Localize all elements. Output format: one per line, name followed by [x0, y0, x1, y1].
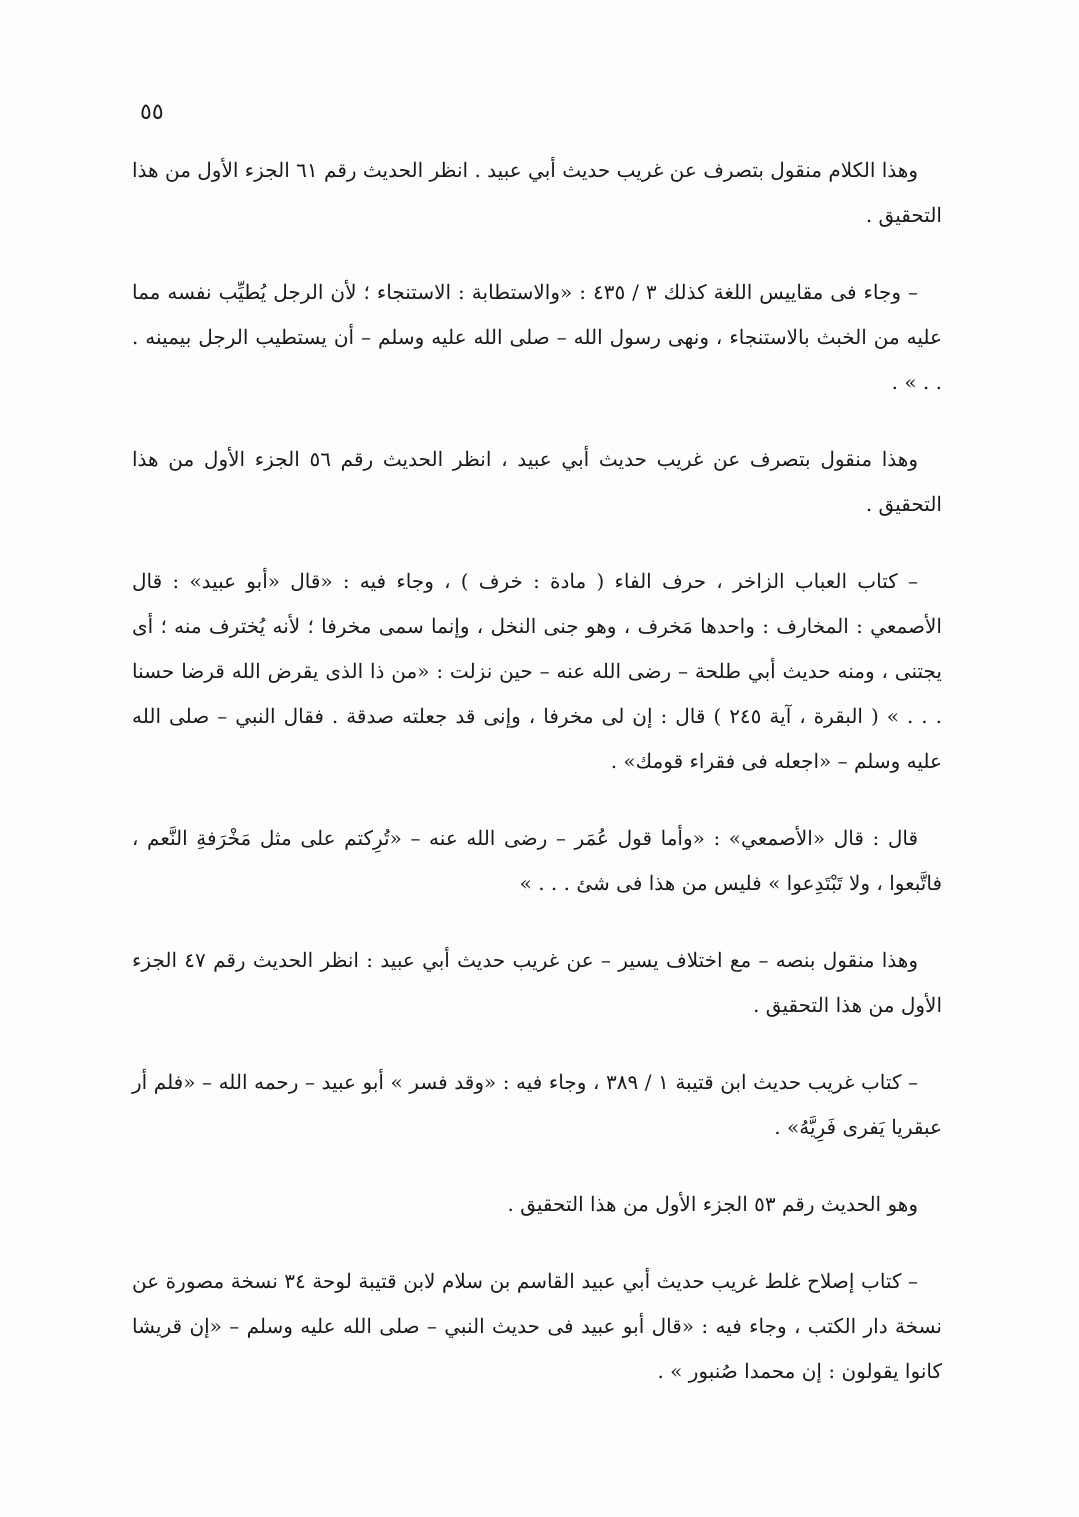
paragraph-2: – وجاء فى مقاييس اللغة كذلك ٣ / ٤٣٥ : «والاستطابة : الاستنجاء ؛ لأن الرجل يُطيِّب نفسه مما عليه من الخبث بالاستنجاء ، ونهى رسول الله – صلى الله عليه وسلم – أن يستطيب الرجل بيمينه . . . » . [132, 280, 942, 394]
paragraph-6: وهذا منقول بنصه – مع اختلاف يسير – عن غريب حديث أبي عبيد : انظر الحديث رقم ٤٧ الجزء الأول من هذا التحقيق . [132, 948, 942, 1017]
paragraph-9: – كتاب إصلاح غلط غريب حديث أبي عبيد القاسم بن سلام لابن قتيبة لوحة ٣٤ نسخة مصورة عن نسخة دار الكتب ، وجاء فيه : «قال أبو عبيد فى حديث النبي – صلى الله عليه وسلم – «إن قريشا كانوا يقولون : إن محمدا صُنبور » . [132, 1269, 942, 1383]
paragraph-8: وهو الحديث رقم ٥٣ الجزء الأول من هذا التحقيق . [507, 1192, 918, 1216]
paragraph-4: – كتاب العباب الزاخر ، حرف الفاء ( مادة : خرف ) ، وجاء فيه : «قال «أبو عبيد» : قال الأصمعي : المخارف : واحدها مَخرف ، وهو جنى النخل ، وإنما سمى مخرفا ؛ لأنه يُخترف منه ؛ أى يجتنى ، ومنه حديث أبي طلحة – رضى الله عنه – حين نزلت : «من ذا الذى يقرض الله قرضا حسنا . . . » ( البقرة ، آية ٢٤٥ ) قال : إن لى مخرفا ، وإنى قد جعلته صدقة . فقال النبي – صلى الله عليه وسلم – «اجعله فى فقراء قومك» . [132, 569, 943, 773]
paragraph-3: وهذا منقول بتصرف عن غريب حديث أبي عبيد ، انظر الحديث رقم ٥٦ الجزء الأول من هذا التحقيق . [132, 447, 942, 516]
paragraph-7: – كتاب غريب حديث ابن قتيبة ١ / ٣٨٩ ، وجاء فيه : «وقد فسر » أبو عبيد – رحمه الله – «فلم أر عبقريا يَفرى فَرِيَّهُ» . [132, 1070, 942, 1139]
paragraph-5: قال : قال «الأصمعي» : «وأما قول عُمَر – رضى الله عنه – «تُرِكتم على مثل مَخْرَفةِ النَّعم ، فاتَّبعوا ، ولا تَبْتَدِعوا » فليس من هذا فى شئ . . . » [132, 826, 942, 895]
page-number: ٥٥ [140, 100, 164, 125]
paragraph-1: وهذا الكلام منقول بتصرف عن غريب حديث أبي عبيد . انظر الحديث رقم ٦١ الجزء الأول من هذا التحقيق . [132, 158, 942, 227]
page-body [132, 148, 942, 1394]
